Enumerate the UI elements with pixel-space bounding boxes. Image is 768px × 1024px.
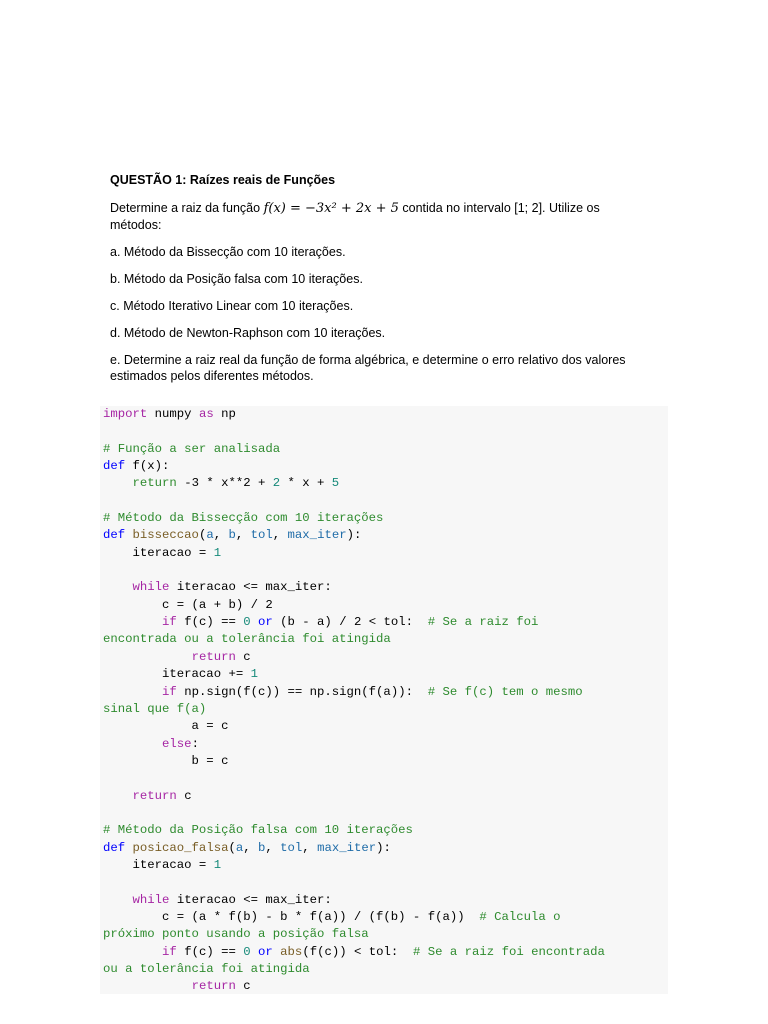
code-line	[103, 649, 668, 666]
keyword: return	[191, 979, 236, 994]
code-line	[103, 892, 668, 909]
item-a: a. Método da Bissecção com 10 iterações.	[110, 245, 346, 259]
keyword: import	[103, 407, 148, 421]
code-line	[103, 788, 668, 805]
param: a	[235, 840, 244, 855]
code-line	[103, 736, 668, 753]
indent	[103, 650, 192, 664]
code-text: :	[191, 736, 199, 751]
code-text: f(c) ==	[176, 615, 244, 630]
number: 0	[243, 615, 251, 630]
code-text: np	[213, 407, 236, 421]
code-comment: encontrada ou a tolerância foi atingida	[103, 632, 391, 647]
function-name: bisseccao	[125, 528, 199, 543]
code-line	[103, 857, 668, 874]
code-line-blank	[103, 874, 668, 891]
keyword: if	[162, 944, 177, 959]
code-text: -3 * x**2 +	[176, 476, 273, 491]
code-text: (b - a) / 2 < tol:	[272, 615, 428, 630]
code-text	[251, 945, 258, 959]
code-text: f(x):	[125, 459, 170, 474]
item-b: b. Método da Posição falsa com 10 iterações.	[110, 272, 363, 286]
code-line	[103, 614, 668, 631]
code-line	[103, 545, 668, 562]
indent	[103, 979, 192, 993]
keyword: return	[132, 788, 177, 803]
code-text: ,	[243, 840, 258, 855]
keyword: or	[258, 944, 273, 959]
code-line-blank	[103, 562, 668, 579]
code-comment: # Calcula o	[479, 909, 561, 924]
code-text: ):	[346, 528, 362, 543]
param: b	[258, 840, 266, 855]
code-line	[103, 684, 668, 701]
indent	[103, 615, 162, 629]
code-line	[103, 909, 668, 926]
code-comment: # Método da Posição falsa com 10 iterações	[103, 823, 413, 838]
code-block	[100, 406, 668, 994]
item-c: c. Método Iterativo Linear com 10 iterações.	[110, 299, 354, 313]
code-comment: # Se a raiz foi encontrada	[413, 944, 605, 959]
intro-text-after: contida no intervalo [1; 2]. Utilize os métodos:	[110, 201, 600, 232]
function-formula: f(x) = −3x² + 2x + 5	[263, 201, 399, 216]
keyword: def	[103, 840, 126, 855]
keyword: while	[132, 892, 170, 907]
code-text: iteracao =	[103, 857, 214, 872]
code-text: (	[228, 840, 236, 855]
number: 5	[331, 476, 340, 491]
code-comment: # Função a ser analisada	[103, 441, 281, 456]
code-line	[103, 579, 668, 596]
code-text: c	[235, 979, 251, 994]
code-text: iteracao <= max_iter:	[169, 580, 332, 595]
question-intro	[110, 200, 630, 233]
code-text: c	[235, 649, 251, 664]
code-line	[103, 527, 668, 544]
indent	[103, 685, 162, 699]
intro-text-before: Determine a raiz da função	[110, 201, 264, 215]
code-line: b = c	[103, 753, 229, 768]
indent	[103, 893, 133, 907]
question-title: QUESTÃO 1: Raízes reais de Funções	[110, 173, 336, 187]
number: 1	[250, 667, 258, 682]
code-comment: # Se a raiz foi	[427, 615, 539, 630]
code-text: ,	[302, 840, 318, 855]
code-text: f(c) ==	[176, 944, 244, 959]
number: 1	[213, 857, 222, 872]
code-line-blank	[103, 493, 668, 510]
indent	[103, 737, 162, 751]
keyword: return	[132, 476, 177, 491]
keyword: if	[162, 615, 177, 630]
code-line: c = (a + b) / 2	[103, 597, 273, 612]
code-text: ,	[213, 528, 229, 543]
code-text: c	[176, 788, 192, 803]
code-text: iteracao =	[103, 545, 214, 560]
param: a	[206, 528, 214, 543]
number: 0	[243, 944, 251, 959]
code-comment: sinal que f(a)	[103, 701, 207, 716]
code-comment: # Se f(c) tem o mesmo	[427, 684, 583, 699]
keyword: if	[162, 684, 177, 699]
param: max_iter	[287, 528, 347, 543]
code-line: a = c	[103, 719, 229, 734]
keyword: else	[162, 736, 192, 751]
code-text: ):	[376, 840, 391, 855]
code-text: c = (a * f(b) - b * f(a)) / (f(b) - f(a))	[103, 909, 480, 924]
keyword: return	[191, 649, 236, 664]
indent	[103, 945, 162, 959]
code-line-blank	[103, 805, 668, 822]
builtin: abs	[280, 944, 303, 959]
code-text	[251, 615, 258, 629]
code-line	[103, 458, 668, 475]
code-text: (	[198, 528, 207, 543]
code-line-blank	[103, 770, 668, 787]
keyword: def	[103, 459, 126, 474]
code-line	[103, 666, 668, 683]
param: tol	[280, 840, 303, 855]
param: max_iter	[317, 840, 377, 855]
code-line	[103, 475, 668, 492]
item-e: e. Determine a raiz real da função de forma algébrica, e determine o erro relativo dos valores estimados pelos diferentes métodos.	[110, 353, 626, 383]
keyword: def	[103, 528, 126, 543]
code-line	[103, 840, 668, 857]
indent	[103, 580, 133, 594]
code-text: ,	[272, 528, 288, 543]
question-section	[110, 172, 630, 395]
code-text: numpy	[147, 407, 199, 421]
code-text: ,	[235, 528, 251, 543]
code-text: ,	[265, 840, 281, 855]
code-text: (f(c)) < tol:	[302, 944, 414, 959]
item-d: d. Método de Newton-Raphson com 10 iterações.	[110, 326, 386, 340]
keyword: or	[258, 615, 273, 630]
code-comment: # Método da Bissecção com 10 iterações	[103, 511, 384, 526]
keyword: as	[198, 407, 214, 421]
code-text: np.sign(f(c)) == np.sign(f(a)):	[176, 684, 428, 699]
indent	[103, 476, 133, 490]
code-comment: ou a tolerância foi atingida	[103, 962, 310, 976]
code-line	[103, 406, 668, 423]
function-name: posicao_falsa	[125, 840, 229, 855]
indent	[103, 789, 133, 803]
param: b	[228, 528, 236, 543]
code-line	[103, 978, 668, 994]
number: 1	[213, 545, 222, 560]
keyword: while	[132, 580, 170, 595]
code-line-blank	[103, 423, 668, 440]
code-text: iteracao <= max_iter:	[169, 892, 332, 907]
code-text: iteracao +=	[103, 667, 251, 682]
code-text: * x +	[280, 476, 332, 491]
code-comment: próximo ponto usando a posição falsa	[103, 927, 369, 942]
number: 2	[272, 476, 281, 491]
param: tol	[250, 528, 273, 543]
code-line	[103, 944, 668, 961]
